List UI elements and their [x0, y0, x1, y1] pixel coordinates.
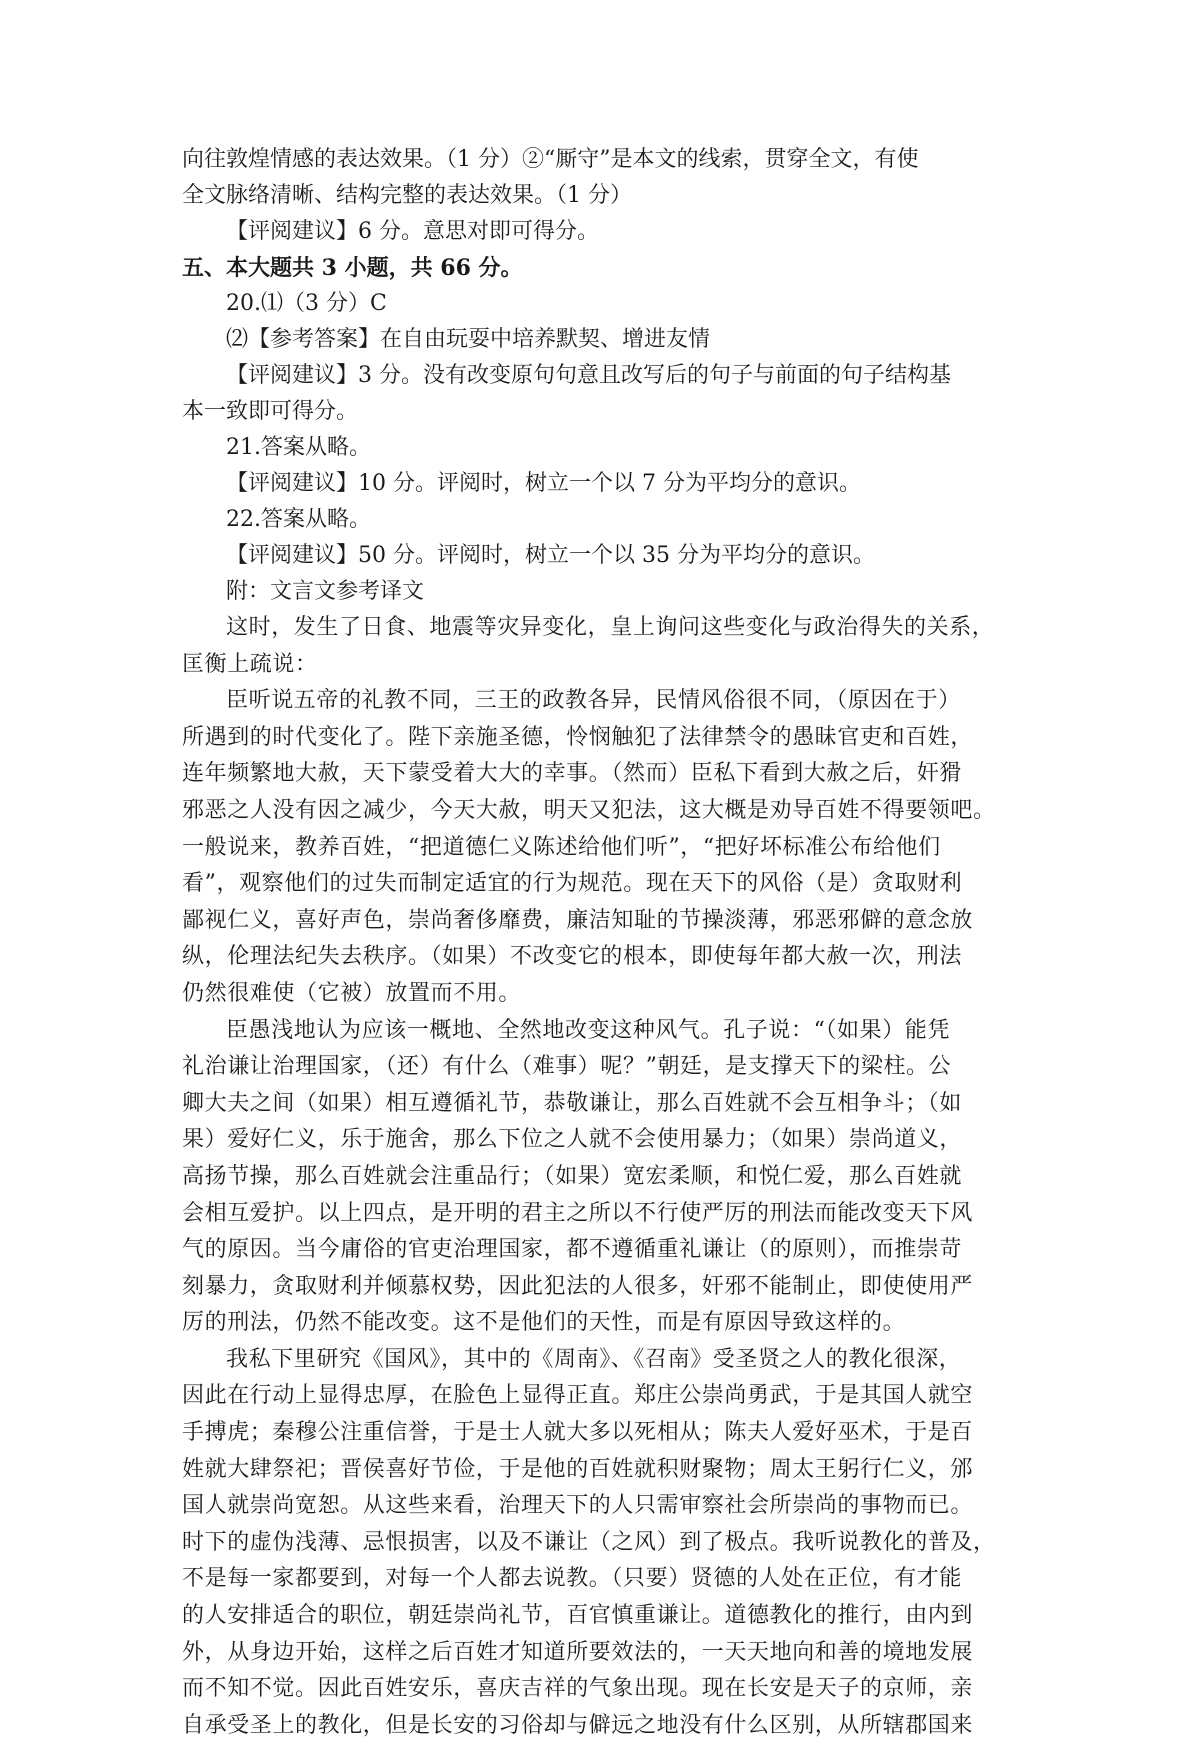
- translation-line: 会相互爱护。以上四点，是开明的君主之所以不行使严厉的刑法而能改变天下风: [182, 1200, 974, 1226]
- translation-line: 这时，发生了日食、地震等灾异变化，皇上询问这些变化与政治得失的关系，: [226, 615, 995, 640]
- translation-line: 邪恶之人没有因之减少，今天大赦，明天又犯法，这大概是劝导百姓不得要领吧。: [182, 797, 996, 823]
- grading-advice: 【评阅建议】10 分。评阅时，树立一个以 7 分为平均分的意识。: [226, 471, 861, 496]
- translation-paragraph-2: [182, 683, 1028, 1012]
- translation-line: 纵，伦理法纪失去秩序。（如果）不改变它的根本，即使每年都大赦一次，刑法: [182, 944, 963, 970]
- page-content: [182, 142, 1028, 1744]
- question-22: 22.答案从略。: [226, 507, 371, 532]
- answer-line: 向往敦煌情感的表达效果。（1 分）②“厮守”是本文的线索，贯穿全文，有使: [182, 147, 919, 172]
- question-20-part-2: ⑵【参考答案】在自由玩耍中培养默契、增进友情: [226, 327, 711, 352]
- translation-paragraph-4: [182, 1342, 1028, 1744]
- appendix-heading: 附：文言文参考译文: [226, 579, 425, 604]
- translation-line: 手搏虎；秦穆公注重信誉，于是士人就大多以死相从；陈夫人爱好巫术，于是百: [182, 1420, 974, 1446]
- translation-line: 姓就大肆祭祀；晋侯喜好节俭，于是他的百姓就积财聚物；周太王躬行仁义，邠: [182, 1456, 974, 1482]
- translation-line: 仍然很难使（它被）放置而不用。: [182, 980, 522, 1006]
- translation-line: 气的原因。当今庸俗的官吏治理国家，都不遵循重礼谦让（的原则），而推崇苛: [182, 1237, 963, 1263]
- grading-advice: 【评阅建议】3 分。没有改变原句句意且改写后的句子与前面的句子结构基: [226, 363, 951, 388]
- translation-line: 而不知不觉。因此百姓安乐，喜庆吉祥的气象出现。现在长安是天子的京师，亲: [182, 1676, 974, 1702]
- question-21: 21.答案从略。: [226, 435, 371, 460]
- section-heading: 五、本大题共 3 小题，共 66 分。: [182, 255, 523, 281]
- translation-line: 刻暴力，贪取财利并倾慕权势，因此犯法的人很多，奸邪不能制止，即使使用严: [182, 1273, 974, 1299]
- translation-line: 时下的虚伪浅薄、忌恨损害，以及不谦让（之风）到了极点。我听说教化的普及，: [182, 1529, 996, 1555]
- translation-line: 卿大夫之间（如果）相互遵循礼节，恭敬谦让，那么百姓就不会互相争斗；（如: [182, 1090, 963, 1116]
- translation-line: 的人安排适合的职位，朝廷崇尚礼节，百官慎重谦让。道德教化的推行，由内到: [182, 1603, 974, 1629]
- grading-advice-continued: 本一致即可得分。: [182, 399, 359, 424]
- grading-advice: 【评阅建议】6 分。意思对即可得分。: [226, 219, 599, 244]
- translation-line: 礼治谦让治理国家，（还）有什么（难事）呢？”朝廷，是支撑天下的梁柱。公: [182, 1054, 952, 1080]
- translation-line: 不是每一家都要到，对每一个人都去说教。（只要）贤德的人处在正位，有才能: [182, 1566, 963, 1592]
- translation-line: 高扬节操，那么百姓就会注重品行；（如果）宽宏柔顺，和悦仁爱，那么百姓就: [182, 1163, 963, 1189]
- grading-advice: 【评阅建议】50 分。评阅时，树立一个以 35 分为平均分的意识。: [226, 543, 875, 568]
- translation-line: 看”，观察他们的过失而制定适宜的行为规范。现在天下的风俗（是）贪取财利: [182, 871, 963, 897]
- translation-line: 外，从身边开始，这样之后百姓才知道所要效法的，一天天地向和善的境地发展: [182, 1639, 974, 1665]
- translation-paragraph-3: [182, 1013, 1028, 1342]
- translation-line: 厉的刑法，仍然不能改变。这不是他们的天性，而是有原因导致这样的。: [182, 1310, 906, 1336]
- answer-line: 全文脉络清晰、结构完整的表达效果。（1 分）: [182, 183, 632, 208]
- translation-line: 我私下里研究《国风》，其中的《周南》、《召南》受圣贤之人的教化很深，: [226, 1346, 962, 1372]
- translation-line: 连年频繁地大赦，天下蒙受着大大的幸事。（然而）臣私下看到大赦之后，奸猾: [182, 761, 963, 787]
- translation-line: 臣听说五帝的礼教不同，三王的政教各异，民情风俗很不同，（原因在于）: [226, 688, 961, 714]
- translation-line: 鄙视仁义，喜好声色，崇尚奢侈靡费，廉洁知耻的节操淡薄，邪恶邪僻的意念放: [182, 907, 974, 933]
- question-20-part-1: 20.⑴（3 分）C: [226, 291, 387, 316]
- translation-line: 果）爱好仁义，乐于施舍，那么下位之人就不会使用暴力；（如果）崇尚道义，: [182, 1127, 963, 1153]
- translation-line: 匡衡上疏说：: [182, 651, 318, 677]
- translation-line: 一般说来，教养百姓，“把道德仁义陈述给他们听”，“把好坏标准公布给他们: [182, 834, 941, 860]
- translation-line: 国人就崇尚宽恕。从这些来看，治理天下的人只需审察社会所崇尚的事物而已。: [182, 1493, 974, 1519]
- translation-line: 所遇到的时代变化了。陛下亲施圣德，怜悯触犯了法律禁令的愚昧官吏和百姓，: [182, 724, 974, 750]
- translation-line: 臣愚浅地认为应该一概地、全然地改变这种风气。孔子说：“（如果）能凭: [226, 1017, 951, 1043]
- translation-paragraph-1: [182, 610, 1028, 683]
- translation-line: 因此在行动上显得忠厚，在脸色上显得正直。郑庄公崇尚勇武，于是其国人就空: [182, 1383, 974, 1409]
- translation-line: 自承受圣上的教化，但是长安的习俗却与僻远之地没有什么区别，从所辖郡国来: [182, 1712, 974, 1738]
